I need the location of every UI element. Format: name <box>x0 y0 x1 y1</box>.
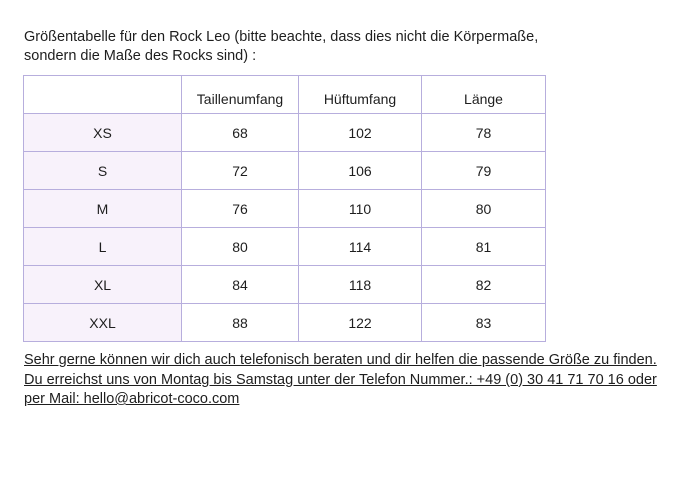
hip-value: 118 <box>299 266 422 304</box>
size-label: S <box>24 152 182 190</box>
table-row <box>24 228 546 266</box>
length-value: 79 <box>422 152 546 190</box>
size-label: M <box>24 190 182 228</box>
contact-text <box>24 351 684 410</box>
intro-line-2: sondern die Maße des Rocks sind) : <box>24 48 257 64</box>
length-value: 82 <box>422 266 546 304</box>
hip-value: 114 <box>299 228 422 266</box>
table-header-row <box>24 76 546 114</box>
header-hip: Hüftumfang <box>299 76 422 114</box>
length-value: 80 <box>422 190 546 228</box>
table-row <box>24 152 546 190</box>
waist-value: 80 <box>182 228 299 266</box>
header-length: Länge <box>422 76 546 114</box>
table-row <box>24 266 546 304</box>
hip-value: 102 <box>299 114 422 152</box>
hip-value: 122 <box>299 304 422 342</box>
waist-value: 68 <box>182 114 299 152</box>
hip-value: 106 <box>299 152 422 190</box>
size-label: XS <box>24 114 182 152</box>
contact-line-2: Du erreichst uns von Montag bis Samstag unter der Telefon Nummer.: +49 (0) 30 41 71 70 16 oder <box>24 371 657 388</box>
waist-value: 88 <box>182 304 299 342</box>
table-row <box>24 304 546 342</box>
size-label: XXL <box>24 304 182 342</box>
length-value: 83 <box>422 304 546 342</box>
waist-value: 84 <box>182 266 299 304</box>
size-table <box>23 75 546 342</box>
table-row <box>24 190 546 228</box>
contact-line-1: Sehr gerne können wir dich auch telefonisch beraten und dir helfen die passende Größe zu finden. <box>24 352 657 368</box>
hip-value: 110 <box>299 190 422 228</box>
header-waist: Taillenumfang <box>182 76 299 114</box>
size-label: L <box>24 228 182 266</box>
table-row <box>24 114 546 152</box>
waist-value: 76 <box>182 190 299 228</box>
header-size <box>24 76 182 114</box>
contact-line-3: per Mail: hello@abricot-coco.com <box>24 391 240 407</box>
waist-value: 72 <box>182 152 299 190</box>
length-value: 78 <box>422 114 546 152</box>
length-value: 81 <box>422 228 546 266</box>
size-label: XL <box>24 266 182 304</box>
intro-line-1: Größentabelle für den Rock Leo (bitte beachte, dass dies nicht die Körpermaße, <box>24 29 539 45</box>
intro-text <box>24 28 664 66</box>
